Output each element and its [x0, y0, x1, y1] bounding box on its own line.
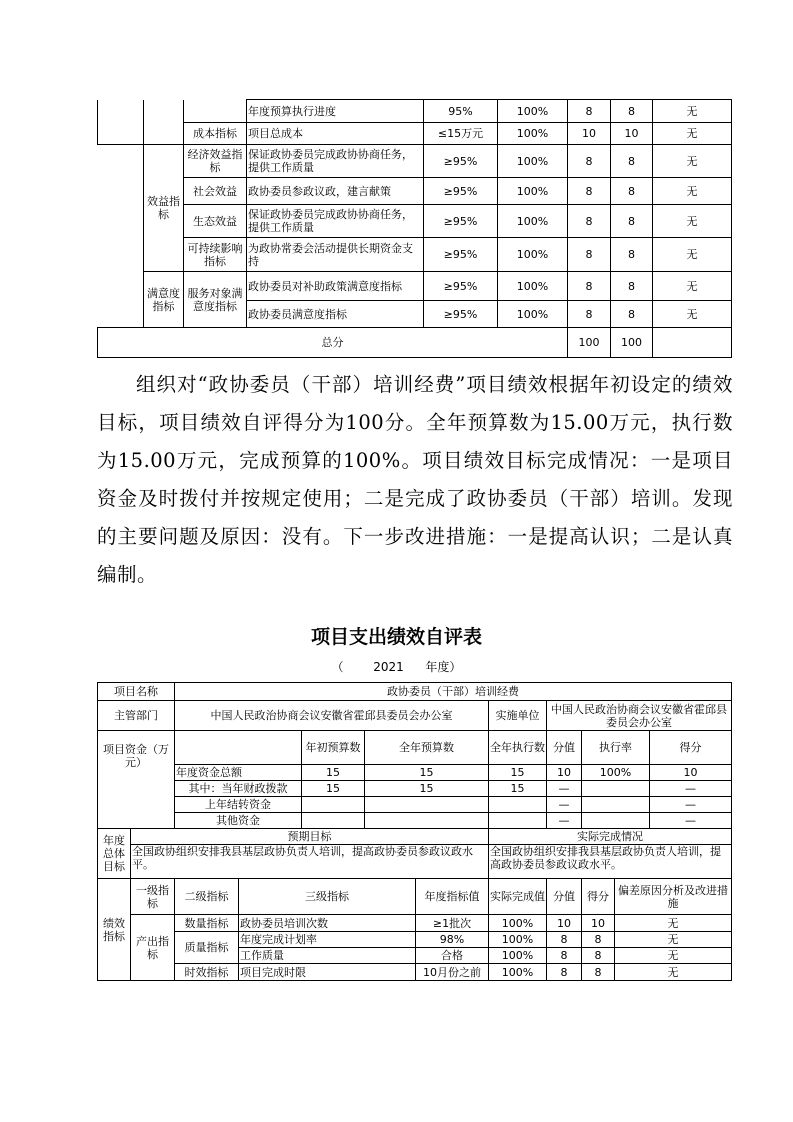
dept-row [98, 701, 732, 731]
cell-weight: 8 [568, 301, 611, 328]
perf-l2: 时效指标 [175, 964, 239, 981]
cell-actual: 100% [498, 100, 568, 123]
cell-level3: 年度预算执行进度 [247, 100, 424, 123]
cell-blank [98, 145, 144, 328]
output-label: 产出指标 [131, 915, 175, 981]
total-label: 总分 [98, 328, 568, 358]
header-rate: 执行率 [582, 731, 650, 765]
fund-label: 其他资金 [175, 813, 302, 829]
perf-header-weight: 分值 [547, 879, 582, 915]
cell-level3: 为政协常委会活动提供长期资金支持 [247, 238, 424, 272]
cell-blank [184, 100, 247, 123]
perf-score: 8 [582, 964, 615, 981]
cell-blank [98, 100, 144, 145]
perf-target: 10月份之前 [416, 964, 489, 981]
cell-level3: 保证政协委员完成政协协商任务，提供工作质量 [247, 145, 424, 178]
cell-weight: 8 [568, 238, 611, 272]
summary-paragraph: 组织对“政协委员（干部）培训经费”项目绩效根据年初设定的绩效目标，项目绩效自评得分为100分。全年预算数为15.00万元，执行数为15.00万元，完成预算的100%。项目绩效目标完成情况：一是项目资金及时拨付并按规定使用；二是完成了政协委员（干部）培训。发现的主要问题及原因：没有。下一步改进措施：一是提高认识；二是认真编制。 [97, 373, 733, 586]
fund-weight: — [547, 781, 582, 797]
table-row [98, 272, 732, 301]
cell-score: 8 [611, 205, 653, 238]
perf-score: 10 [582, 915, 615, 932]
cell-score: 8 [611, 272, 653, 301]
cell-note: 无 [653, 272, 732, 301]
header-weight: 分值 [547, 731, 582, 765]
fund-rate [582, 797, 650, 813]
cell-level2: 经济效益指标 [184, 145, 247, 178]
fund-annual: 15 [365, 781, 489, 797]
cell-blank [144, 100, 184, 145]
table-row [98, 205, 732, 238]
fund-annual [365, 813, 489, 829]
table-row [98, 178, 732, 205]
fund-initial: 15 [302, 765, 365, 781]
fund-label: 其中：当年财政拨款 [175, 781, 302, 797]
cell-level2: 服务对象满意度指标 [184, 272, 247, 328]
table-row [98, 145, 732, 178]
cell-note: 无 [653, 205, 732, 238]
cell-level3: 政协委员参政议政，建言献策 [247, 178, 424, 205]
cell-note: 无 [653, 238, 732, 272]
header-score: 得分 [650, 731, 732, 765]
project-name: 政协委员（干部）培训经费 [175, 683, 732, 701]
year-value: 2021 [373, 660, 404, 674]
fund-score: — [650, 813, 732, 829]
perf-score: 8 [582, 948, 615, 964]
cell-target: ≥95% [424, 178, 498, 205]
fund-label: 年度资金总额 [175, 765, 302, 781]
actual-label: 实际完成情况 [489, 829, 732, 845]
cell-target: ≤15万元 [424, 123, 498, 145]
table-row [98, 123, 732, 145]
cell-level3: 保证政协委员完成政协协商任务，提供工作质量 [247, 205, 424, 238]
perf-l3: 年度完成计划率 [239, 932, 416, 948]
cell-score: 8 [611, 145, 653, 178]
cell-weight: 8 [568, 272, 611, 301]
cell-score: 8 [611, 178, 653, 205]
table-row [98, 915, 732, 932]
table-row [98, 813, 732, 829]
cell-actual: 100% [498, 238, 568, 272]
fund-weight: — [547, 797, 582, 813]
cell-note: 无 [653, 178, 732, 205]
perf-header-actual: 实际完成值 [489, 879, 547, 915]
cell-score: 8 [611, 100, 653, 123]
cell-blank [98, 781, 175, 797]
cell-weight: 8 [568, 100, 611, 123]
funds-label: 项目资金（万元） [98, 731, 175, 781]
cell-blank [98, 813, 175, 829]
cell-actual: 100% [498, 123, 568, 145]
header-initial: 年初预算数 [302, 731, 365, 765]
fund-executed: 15 [489, 781, 547, 797]
cell-level1: 满意度指标 [144, 272, 184, 328]
fund-label: 上年结转资金 [175, 797, 302, 813]
cell-level3: 政协委员满意度指标 [247, 301, 424, 328]
cell-target: ≥95% [424, 301, 498, 328]
perf-target: 合格 [416, 948, 489, 964]
perf-weight: 8 [547, 932, 582, 948]
table-row [98, 797, 732, 813]
fund-weight: 10 [547, 765, 582, 781]
cell-weight: 8 [568, 145, 611, 178]
perf-score: 8 [582, 932, 615, 948]
cell-level2: 生态效益 [184, 205, 247, 238]
funds-header-row [98, 731, 732, 765]
impl-value: 中国人民政治协商会议安徽省霍邱县委员会办公室 [547, 701, 732, 731]
table-row [98, 238, 732, 272]
expected-label: 预期目标 [131, 829, 489, 845]
perf-l3: 政协委员培训次数 [239, 915, 416, 932]
header-executed: 全年执行数 [489, 731, 547, 765]
cell-target: ≥95% [424, 145, 498, 178]
perf-weight: 10 [547, 915, 582, 932]
cell-level2: 可持续影响指标 [184, 238, 247, 272]
cell-actual: 100% [498, 178, 568, 205]
cell-level2: 社会效益 [184, 178, 247, 205]
perf-l2: 数量指标 [175, 915, 239, 932]
dept-value: 中国人民政治协商会议安徽省霍邱县委员会办公室 [175, 701, 489, 731]
cell-level1: 效益指标 [144, 145, 184, 272]
perf-actual: 100% [489, 948, 547, 964]
perf-header-note: 偏差原因分析及改进措施 [615, 879, 732, 915]
performance-table-continued [97, 99, 732, 358]
dept-label: 主管部门 [98, 701, 175, 731]
page-title: 项目支出绩效自评表 [310, 626, 482, 648]
table-row [98, 765, 732, 781]
cell-score: 8 [611, 238, 653, 272]
fund-weight: — [547, 813, 582, 829]
fund-initial: 15 [302, 781, 365, 797]
perf-actual: 100% [489, 932, 547, 948]
goal-label: 年度总体目标 [98, 829, 131, 879]
fund-rate [582, 781, 650, 797]
cell-level3: 政协委员对补助政策满意度指标 [247, 272, 424, 301]
goal-content-row [98, 845, 732, 879]
perf-header-l3: 三级指标 [239, 879, 416, 915]
cell-blank [175, 731, 302, 765]
perf-weight: 8 [547, 964, 582, 981]
header-annual: 全年预算数 [365, 731, 489, 765]
cell-level3: 项目总成本 [247, 123, 424, 145]
perf-l3: 工作质量 [239, 948, 416, 964]
perf-note: 无 [615, 915, 732, 932]
fund-executed [489, 813, 547, 829]
cell-score: 10 [611, 123, 653, 145]
cell-target: 95% [424, 100, 498, 123]
perf-target: ≥1批次 [416, 915, 489, 932]
cell-actual: 100% [498, 272, 568, 301]
fund-score: — [650, 781, 732, 797]
perf-header-score: 得分 [582, 879, 615, 915]
perf-note: 无 [615, 964, 732, 981]
cell-target: ≥95% [424, 205, 498, 238]
year-close: 年度） [425, 660, 462, 674]
table-row [98, 964, 732, 981]
impl-label: 实施单位 [489, 701, 547, 731]
total-score: 100 [611, 328, 653, 358]
cell-note: 无 [653, 123, 732, 145]
expected-goal: 全国政协组织安排我县基层政协负责人培训，提高政协委员参政议政水平。 [131, 845, 489, 879]
actual-goal: 全国政协组织安排我县基层政协负责人培训，提高政协委员参政议政水平。 [489, 845, 732, 879]
cell-target: ≥95% [424, 238, 498, 272]
fund-initial [302, 797, 365, 813]
perf-actual: 100% [489, 964, 547, 981]
year-open: （ [331, 660, 344, 674]
perf-l2: 质量指标 [175, 932, 239, 964]
cell-note: 无 [653, 301, 732, 328]
perf-header-target: 年度指标值 [416, 879, 489, 915]
table-row [98, 100, 732, 123]
cell-actual: 100% [498, 301, 568, 328]
project-name-row [98, 683, 732, 701]
total-row [98, 328, 732, 358]
perf-weight: 8 [547, 948, 582, 964]
fund-rate [582, 813, 650, 829]
cell-actual: 100% [498, 145, 568, 178]
cell-score: 8 [611, 301, 653, 328]
perf-label: 绩效指标 [98, 879, 131, 981]
cell-weight: 10 [568, 123, 611, 145]
fund-score: 10 [650, 765, 732, 781]
fund-rate: 100% [582, 765, 650, 781]
fund-executed [489, 797, 547, 813]
perf-header-l2: 二级指标 [175, 879, 239, 915]
fund-annual: 15 [365, 765, 489, 781]
perf-header-row [98, 879, 732, 915]
perf-note: 无 [615, 948, 732, 964]
goal-header-row [98, 829, 732, 845]
cell-blank [653, 328, 732, 358]
fund-executed: 15 [489, 765, 547, 781]
perf-note: 无 [615, 932, 732, 948]
cell-target: ≥95% [424, 272, 498, 301]
table-row [98, 932, 732, 948]
table-row [98, 781, 732, 797]
cell-actual: 100% [498, 205, 568, 238]
fund-initial [302, 813, 365, 829]
fund-annual [365, 797, 489, 813]
cell-weight: 8 [568, 178, 611, 205]
cell-level2: 成本指标 [184, 123, 247, 145]
self-evaluation-table [97, 682, 732, 981]
project-name-label: 项目名称 [98, 683, 175, 701]
perf-l3: 项目完成时限 [239, 964, 416, 981]
fund-score: — [650, 797, 732, 813]
cell-blank [98, 797, 175, 813]
perf-actual: 100% [489, 915, 547, 932]
cell-note: 无 [653, 145, 732, 178]
year-line [0, 658, 793, 675]
perf-header-l1: 一级指标 [131, 879, 175, 915]
total-weight: 100 [568, 328, 611, 358]
perf-target: 98% [416, 932, 489, 948]
cell-note: 无 [653, 100, 732, 123]
cell-weight: 8 [568, 205, 611, 238]
